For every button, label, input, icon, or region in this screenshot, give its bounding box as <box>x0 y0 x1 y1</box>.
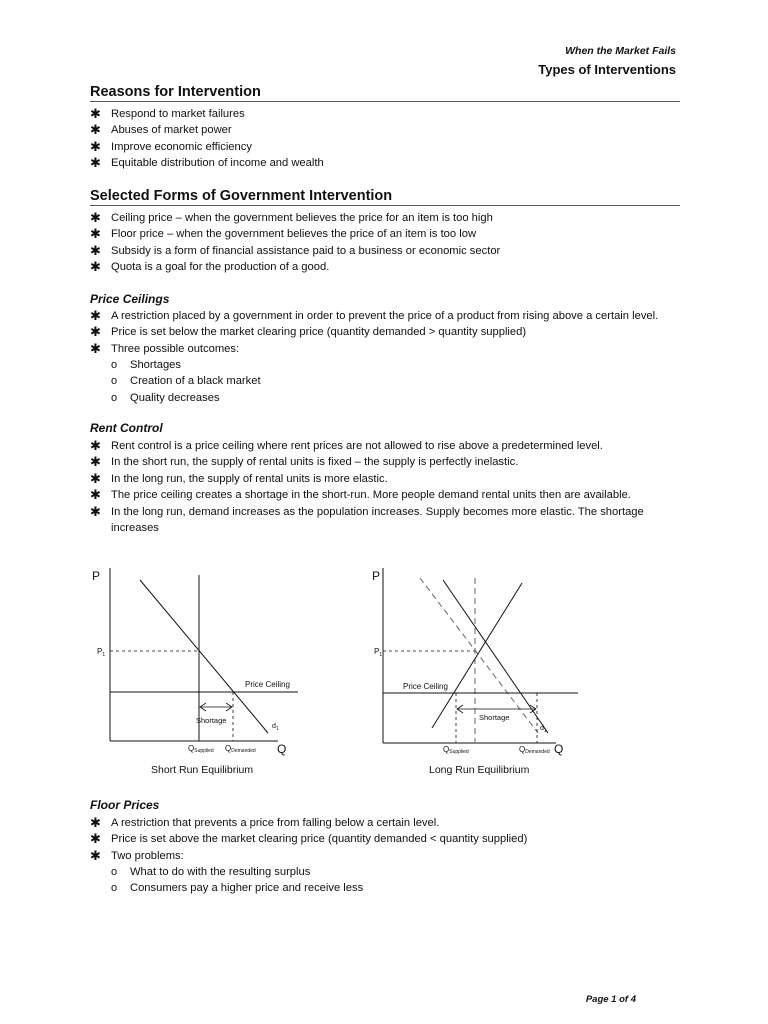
asterisk-bullet-icon: ✱ <box>90 308 101 323</box>
list-item: ✱ Three possible outcomes: <box>90 340 240 356</box>
list-item: ✱ In the short run, the supply of rental units is fixed – the supply is perfectly inelastic. <box>90 454 519 470</box>
long-run-supply-curve <box>432 583 522 728</box>
asterisk-bullet-icon: ✱ <box>90 122 101 138</box>
q-supplied-label: QSupplied <box>188 744 214 754</box>
asterisk-bullet-icon: ✱ <box>90 847 101 863</box>
list-item: ✱ A restriction placed by a government in order to prevent the price of a product from rising above a certain level. <box>90 308 659 323</box>
asterisk-bullet-icon: ✱ <box>90 106 101 121</box>
list-item: ✱ Two problems: <box>90 847 184 863</box>
list-item: ✱ Rent control is a price ceiling where rent prices are not allowed to rise above a predetermined level. <box>90 438 603 453</box>
subsection-title-price-ceilings: Price Ceilings <box>90 292 170 306</box>
asterisk-bullet-icon: ✱ <box>90 242 101 258</box>
long-run-graph <box>368 563 598 783</box>
asterisk-bullet-icon: ✱ <box>90 487 101 503</box>
p-axis-label: P <box>372 569 381 583</box>
list-item: ✱ Ceiling price – when the government believes the price for an item is too high <box>90 210 493 225</box>
asterisk-bullet-icon: ✱ <box>90 210 101 225</box>
list-item: ✱ Respond to market failures <box>90 106 245 121</box>
price-ceilings-list <box>90 308 690 357</box>
reasons-list <box>90 106 690 172</box>
subsection-title-rent-control: Rent Control <box>90 421 163 435</box>
list-item: ✱ Abuses of market power <box>90 122 232 138</box>
floor-prices-list <box>90 815 690 864</box>
document-subtitle: When the Market Fails <box>565 45 676 57</box>
list-item: o Shortages <box>90 357 690 373</box>
q-supplied-label: QSupplied <box>443 745 469 755</box>
circle-bullet-icon: o <box>111 866 118 878</box>
list-item: ✱ Subsidy is a form of financial assistance paid to a business or economic sector <box>90 242 501 258</box>
rent-control-list <box>90 438 690 536</box>
p1-label: $P_1$ <box>374 647 383 658</box>
section-title-reasons: Reasons for Intervention <box>90 84 680 102</box>
q-demanded-label: QDemanded <box>225 744 256 754</box>
document-title: Types of Interventions <box>538 62 676 77</box>
list-item: ✱ Price is set below the market clearing price (quantity demanded > quantity supplied) <box>90 324 527 340</box>
graph-caption: Long Run Equilibrium <box>429 764 530 776</box>
asterisk-bullet-icon: ✱ <box>90 454 101 470</box>
list-item: ✱ In the long run, demand increases as the population increases. Supply becomes more elastic. The shortage increases <box>90 503 644 535</box>
circle-bullet-icon: o <box>111 359 118 371</box>
list-item: ✱ In the long run, the supply of rental units is more elastic. <box>90 470 388 486</box>
short-run-graph <box>88 563 308 783</box>
q-axis-label: Q <box>277 742 287 756</box>
forms-list <box>90 210 690 276</box>
q-demanded-label: QDemanded <box>519 745 550 755</box>
section-title-forms: Selected Forms of Government Intervention <box>90 188 680 206</box>
asterisk-bullet-icon: ✱ <box>90 259 101 275</box>
list-item: ✱ Quota is a goal for the production of a good. <box>90 259 330 275</box>
shortage-label: Shortage <box>479 713 510 722</box>
circle-bullet-icon: o <box>111 391 118 404</box>
list-item: o Consumers pay a higher price and receive less <box>90 880 690 896</box>
price-ceiling-label: Price Ceiling <box>245 680 290 689</box>
original-demand-curve <box>420 578 538 733</box>
page-number: Page 1 of 4 <box>585 994 636 1005</box>
subsection-title-floor-prices: Floor Prices <box>90 798 160 812</box>
asterisk-bullet-icon: ✱ <box>90 226 101 242</box>
p1-label: $P_1$ <box>97 647 106 658</box>
q-axis-label: Q <box>554 742 564 756</box>
p-axis-label: P <box>92 569 101 583</box>
asterisk-bullet-icon: ✱ <box>90 324 101 340</box>
list-item: o What to do with the resulting surplus <box>90 864 690 880</box>
asterisk-bullet-icon: ✱ <box>90 470 101 486</box>
list-item: o Quality decreases <box>90 390 690 406</box>
list-item: ✱ Floor price – when the government believes the price of an item is too low <box>90 226 477 242</box>
asterisk-bullet-icon: ✱ <box>90 815 101 830</box>
list-item: ✱ A restriction that prevents a price from falling below a certain level. <box>90 815 440 830</box>
asterisk-bullet-icon: ✱ <box>90 503 101 519</box>
list-item: ✱ Price is set above the market clearing price (quantity demanded < quantity supplied) <box>90 831 528 847</box>
list-item: o Creation of a black market <box>90 373 690 389</box>
asterisk-bullet-icon: ✱ <box>90 138 101 154</box>
asterisk-bullet-icon: ✱ <box>90 831 101 847</box>
circle-bullet-icon: o <box>111 375 118 388</box>
shortage-label: Shortage <box>196 716 227 725</box>
list-item: ✱ Improve economic efficiency <box>90 138 252 154</box>
graph-caption: Short Run Equilibrium <box>151 764 254 776</box>
list-item: ✱ Equitable distribution of income and wealth <box>90 155 324 171</box>
asterisk-bullet-icon: ✱ <box>90 340 101 356</box>
asterisk-bullet-icon: ✱ <box>90 438 101 453</box>
demand-label: $d_1$ <box>272 723 279 732</box>
problems-list <box>90 864 690 897</box>
asterisk-bullet-icon: ✱ <box>90 155 101 171</box>
circle-bullet-icon: o <box>111 882 118 895</box>
outcomes-list <box>90 357 690 406</box>
list-item: ✱ The price ceiling creates a shortage in the short-run. More people demand rental units then are available. <box>90 487 631 503</box>
demand-label: $d_1$ <box>540 725 547 734</box>
price-ceiling-label: Price Ceiling <box>403 682 448 691</box>
